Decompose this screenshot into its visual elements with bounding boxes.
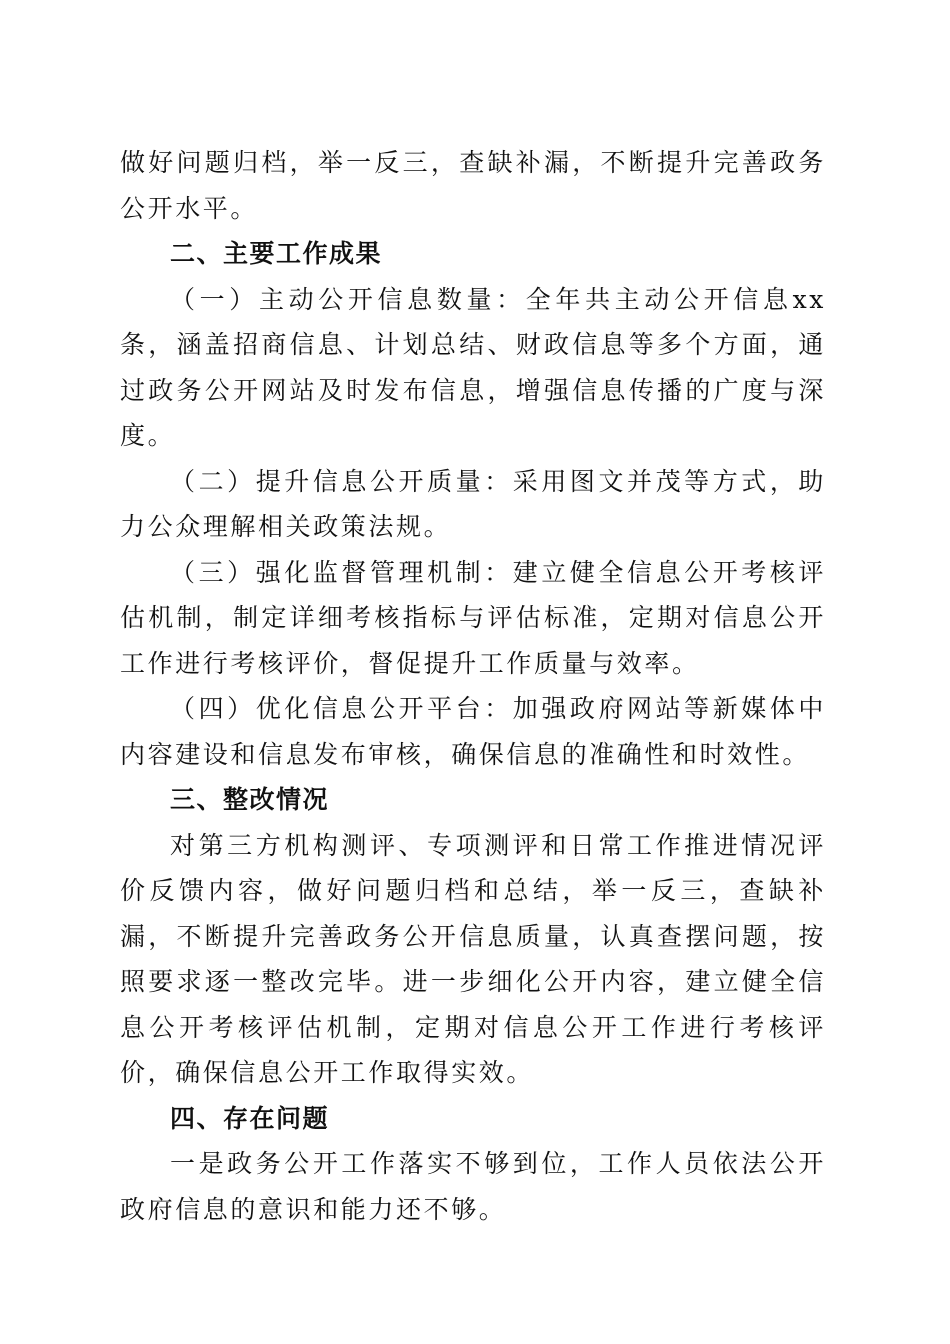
document-page <box>120 140 826 1232</box>
paragraph-supervision-mechanism: （三）强化监督管理机制：建立健全信息公开考核评估机制，制定详细考核指标与评估标准，定期对信息公开工作进行考核评价，督促提升工作质量与效率。 <box>120 557 826 678</box>
paragraph-continuation: 做好问题归档，举一反三，查缺补漏，不断提升完善政务公开水平。 <box>120 148 826 223</box>
section-heading-rectification: 三、整改情况 <box>170 785 330 814</box>
paragraph-rectification-details: 对第三方机构测评、专项测评和日常工作推进情况评价反馈内容，做好问题归档和总结，举一反三，查缺补漏，不断提升完善政务公开信息质量，认真查摆问题，按照要求逐一整改完毕。进一步细化公开内容，建立健全信息公开考核评估机制，定期对信息公开工作进行考核评价，确保信息公开工作取得实效。 <box>120 830 826 1087</box>
section-heading-problems: 四、存在问题 <box>170 1103 330 1133</box>
paragraph-problem-one: 一是政务公开工作落实不够到位，工作人员依法公开政府信息的意识和能力还不够。 <box>120 1149 826 1224</box>
paragraph-disclosure-platform: （四）优化信息公开平台：加强政府网站等新媒体中内容建设和信息发布审核，确保信息的准确性和时效性。 <box>120 694 826 769</box>
paragraph-proactive-disclosure: （一）主动公开信息数量：全年共主动公开信息xx条，涵盖招商信息、计划总结、财政信息等多个方面，通过政务公开网站及时发布信息，增强信息传播的广度与深度。 <box>120 284 826 450</box>
paragraph-disclosure-quality: （二）提升信息公开质量：采用图文并茂等方式，助力公众理解相关政策法规。 <box>120 466 826 541</box>
section-heading-main-results: 二、主要工作成果 <box>170 239 383 268</box>
